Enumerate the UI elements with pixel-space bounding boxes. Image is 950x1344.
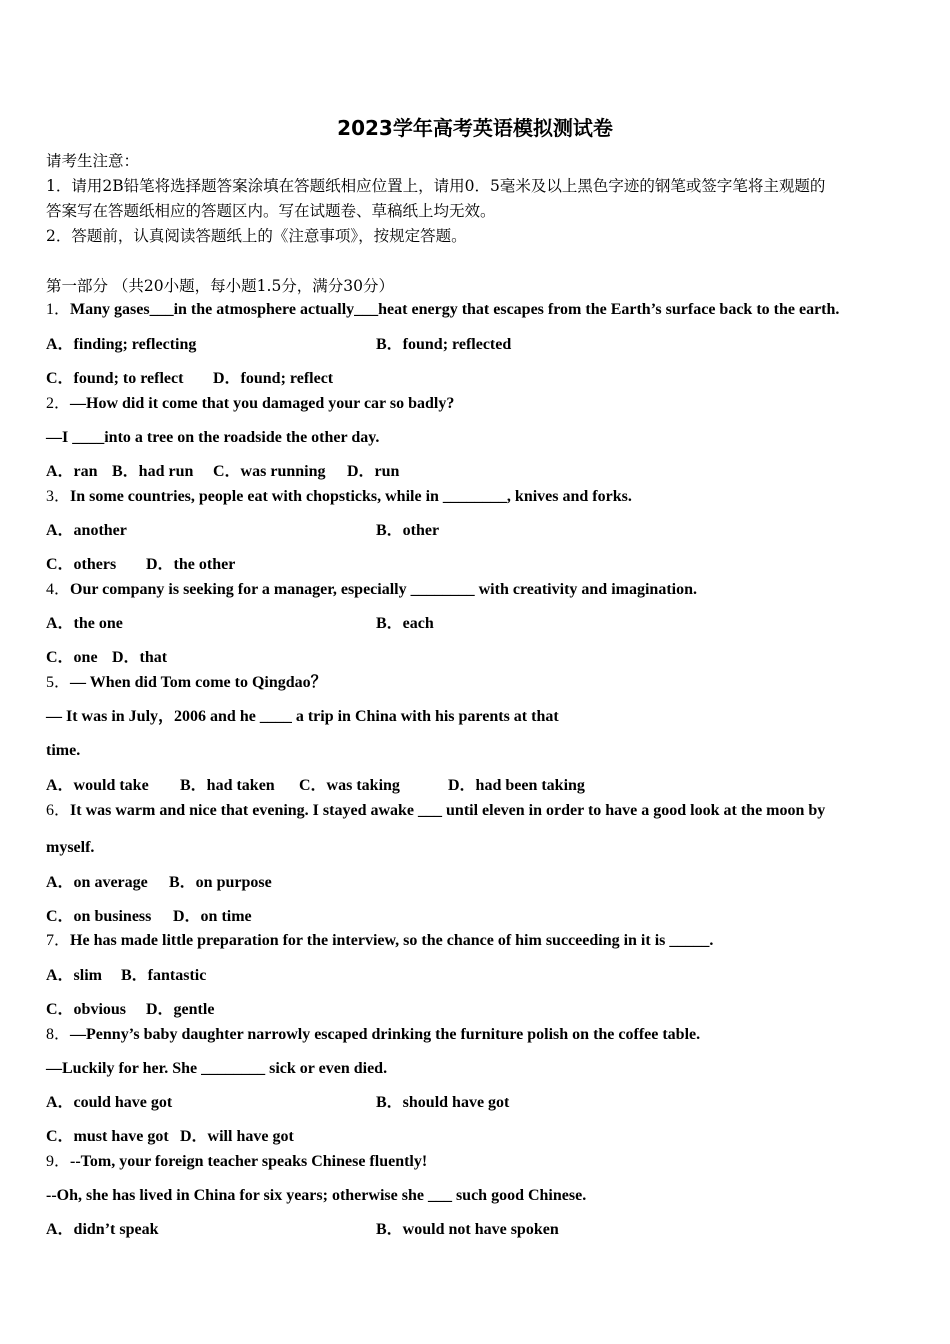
question-text: --Tom, your foreign teacher speaks Chinese fluently! xyxy=(70,1153,428,1170)
question-number: 2． xyxy=(46,395,71,412)
option-d[interactable]: D．will have got xyxy=(180,1128,294,1145)
question-stem xyxy=(46,1152,427,1172)
section-heading: 第一部分 （共20小题，每小题1.5分，满分30分） xyxy=(46,277,395,295)
question-text: He has made little preparation for the interview, so the chance of him succeeding in it is _____. xyxy=(70,932,714,949)
option-a[interactable]: A．didn’t speak xyxy=(46,1221,159,1238)
option-d[interactable]: D．on time xyxy=(173,908,252,925)
option-c[interactable]: C．was running xyxy=(213,463,326,480)
option-d[interactable]: D．that xyxy=(112,649,168,666)
option-c[interactable]: C．others xyxy=(46,556,117,573)
option-b[interactable]: B．should have got xyxy=(376,1094,510,1111)
question-reply: --Oh, she has lived in China for six years; otherwise she ___ such good Chinese. xyxy=(46,1187,587,1204)
question-reply: — It was in July，2006 and he ____ a trip in China with his parents at that xyxy=(46,708,559,725)
question-number: 4． xyxy=(46,581,71,598)
option-d[interactable]: D．the other xyxy=(146,556,236,573)
option-b[interactable]: B．fantastic xyxy=(121,967,207,984)
question-reply: —I ____into a tree on the roadside the other day. xyxy=(46,429,380,446)
question-stem-cont: myself. xyxy=(46,839,95,856)
option-a[interactable]: A．the one xyxy=(46,615,123,632)
option-b[interactable]: B．would not have spoken xyxy=(376,1221,559,1238)
notice-line-1: 1．请用2B铅笔将选择题答案涂填在答题纸相应位置上，请用0．5毫米及以上黑色字迹的钢笔或签字笔将主观题的 xyxy=(46,177,826,195)
option-b[interactable]: B．each xyxy=(376,615,434,632)
option-a[interactable]: A．would take xyxy=(46,777,149,794)
option-d[interactable]: D．run xyxy=(347,463,400,480)
option-a[interactable]: A．finding; reflecting xyxy=(46,336,197,353)
question-number: 5． xyxy=(46,674,71,691)
question-stem xyxy=(46,931,713,951)
question-number: 8． xyxy=(46,1026,71,1043)
option-a[interactable]: A．another xyxy=(46,522,127,539)
option-c[interactable]: C．was taking xyxy=(299,777,400,794)
question-stem xyxy=(46,1025,700,1045)
question-stem xyxy=(46,300,839,320)
question-number: 3． xyxy=(46,488,71,505)
option-c[interactable]: C．one xyxy=(46,649,98,666)
option-b[interactable]: B．had taken xyxy=(180,777,275,794)
page-title: 2023学年高考英语模拟测试卷 xyxy=(337,116,613,140)
question-text: Our company is seeking for a manager, especially ________ with creativity and imagination. xyxy=(70,581,697,598)
question-text: —How did it come that you damaged your car so badly? xyxy=(70,395,455,412)
question-text: In some countries, people eat with chopsticks, while in ________, knives and forks. xyxy=(70,488,632,505)
question-number: 1． xyxy=(46,301,71,318)
question-text: It was warm and nice that evening. I stayed awake ___ until eleven in order to have a good look at the moon by xyxy=(70,802,826,819)
question-stem xyxy=(46,801,825,821)
option-b[interactable]: B．other xyxy=(376,522,440,539)
option-d[interactable]: D．had been taking xyxy=(448,777,585,794)
question-number: 9． xyxy=(46,1153,71,1170)
question-number: 7． xyxy=(46,932,71,949)
option-c[interactable]: C．on business xyxy=(46,908,152,925)
question-stem xyxy=(46,487,632,507)
question-stem xyxy=(46,580,697,600)
notice-line-2: 2．答题前，认真阅读答题纸上的《注意事项》，按规定答题。 xyxy=(46,227,467,245)
option-a[interactable]: A．ran xyxy=(46,463,98,480)
option-b[interactable]: B．had run xyxy=(112,463,194,480)
option-a[interactable]: A．on average xyxy=(46,874,148,891)
option-c[interactable]: C．found; to reflect xyxy=(46,370,184,387)
option-c[interactable]: C．must have got xyxy=(46,1128,169,1145)
notice-heading: 请考生注意： xyxy=(46,152,140,170)
option-d[interactable]: D．found; reflect xyxy=(213,370,334,387)
option-b[interactable]: B．on purpose xyxy=(169,874,272,891)
question-stem xyxy=(46,394,454,414)
question-stem xyxy=(46,673,327,693)
option-c[interactable]: C．obvious xyxy=(46,1001,127,1018)
question-reply: —Luckily for her. She ________ sick or even died. xyxy=(46,1060,388,1077)
question-text: — When did Tom come to Qingdao？ xyxy=(70,674,327,691)
question-number: 6． xyxy=(46,802,71,819)
option-d[interactable]: D．gentle xyxy=(146,1001,215,1018)
option-a[interactable]: A．slim xyxy=(46,967,103,984)
option-b[interactable]: B．found; reflected xyxy=(376,336,512,353)
question-text: —Penny’s baby daughter narrowly escaped drinking the furniture polish on the coffee table. xyxy=(70,1026,701,1043)
question-text: Many gases___in the atmosphere actually___heat energy that escapes from the Earth’s surface back to the earth. xyxy=(70,301,840,318)
option-a[interactable]: A．could have got xyxy=(46,1094,173,1111)
notice-line-1b: 答案写在答题纸相应的答题区内。写在试题卷、草稿纸上均无效。 xyxy=(46,202,496,220)
question-reply-cont: time. xyxy=(46,742,81,759)
